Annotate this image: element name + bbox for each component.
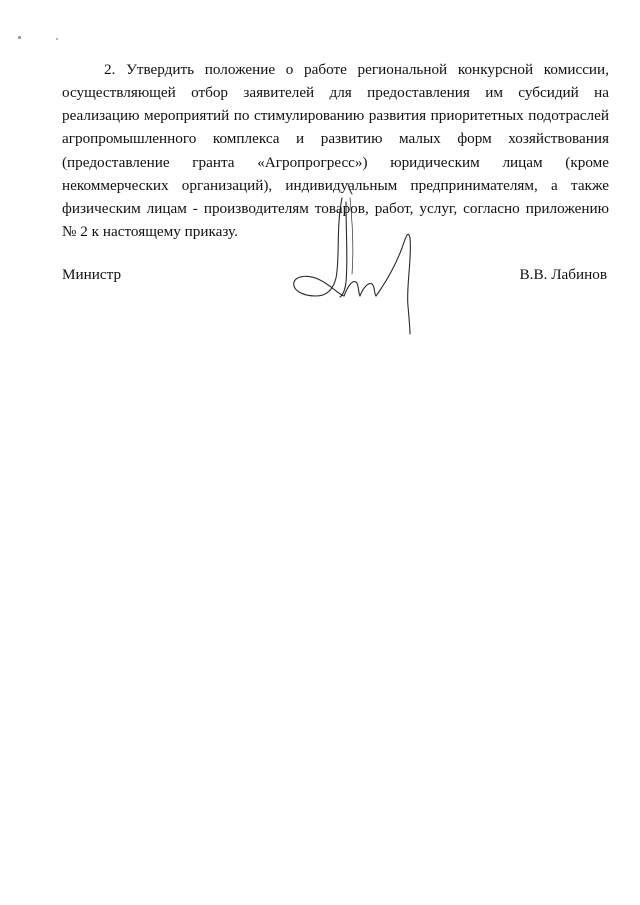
scan-speck — [18, 36, 21, 39]
signer-title: Министр — [62, 266, 122, 283]
signature-block — [62, 266, 609, 290]
order-item-2-paragraph: 2. Утвердить положение о работе региональной конкурсной комиссии, осуществляющей отбор заявителей для предоставления им субсидий на реализацию мероприятий по стимулированию развития приоритетных подотраслей агропромышленного комплекса и развитию малых форм хозяйствования (предоставление гранта «Агропрогресс») юридическим лицам (кроме некоммерческих организаций), индивидуальным предпринимателям, а также физическим лицам - производителям товаров, работ, услуг, согласно приложению № 2 к настоящему приказу. — [62, 61, 609, 240]
scan-speck — [56, 38, 58, 40]
signer-name: В.В. Лабинов — [519, 266, 607, 283]
